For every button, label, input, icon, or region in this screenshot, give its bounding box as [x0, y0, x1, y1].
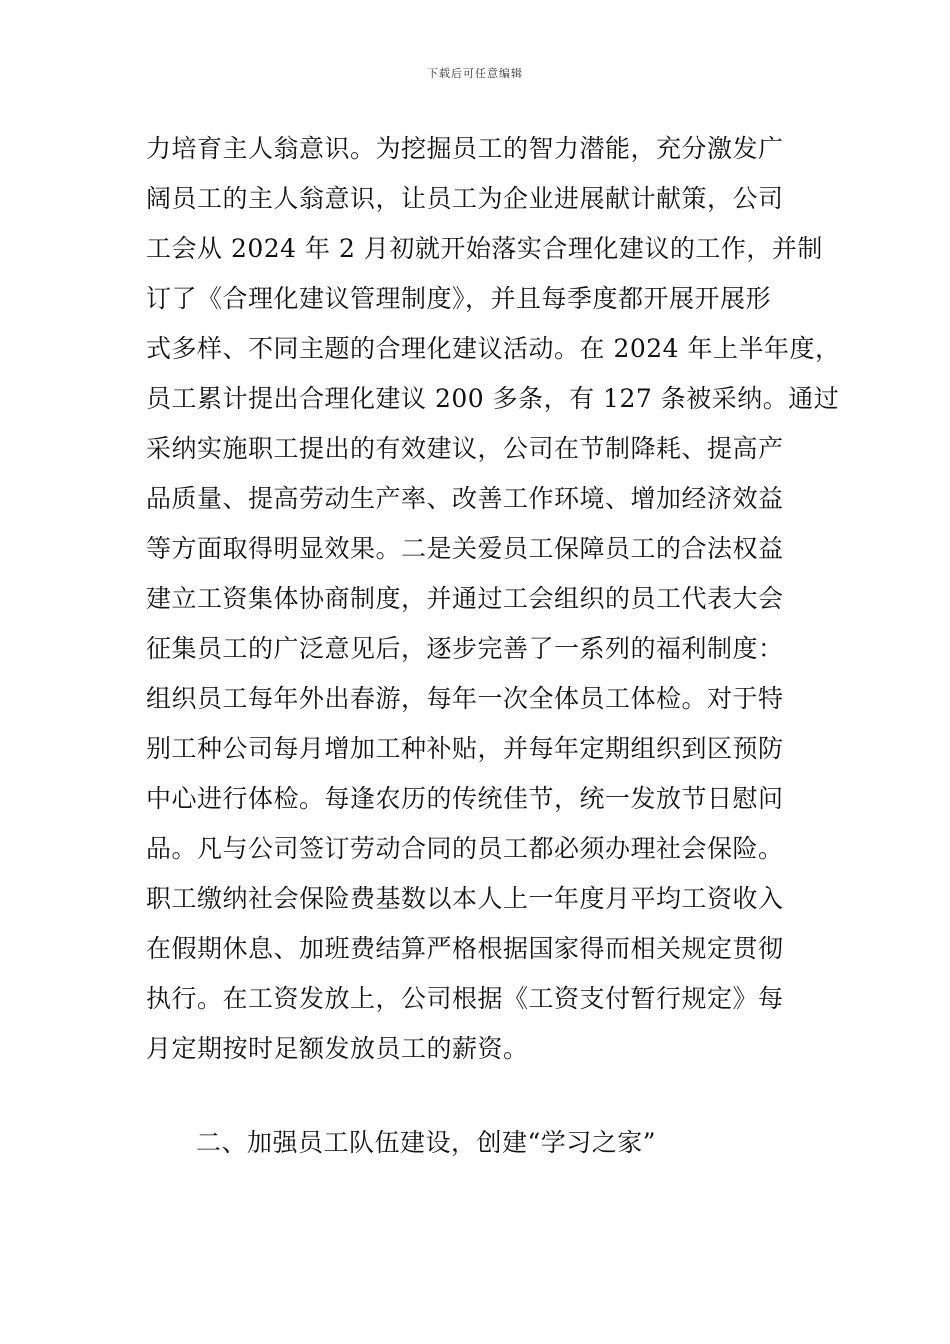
body-line: 征集员工的广泛意见后，逐步完善了一系列的福利制度： — [146, 634, 784, 663]
body-line: 建立工资集体协商制度，并通过工会组织的员工代表大会 — [146, 584, 784, 613]
body-line: 中心进行体检。每逢农历的传统佳节，统一发放节日慰问 — [146, 784, 784, 813]
body-line: 工会从 2024 年 2 月初就开始落实合理化建议的工作，并制 — [146, 234, 823, 263]
body-line: 执行。在工资发放上，公司根据《工资支付暂行规定》每 — [146, 984, 784, 1013]
body-line: 在假期休息、加班费结算严格根据国家得而相关规定贯彻 — [146, 934, 784, 963]
body-line: 品质量、提高劳动生产率、改善工作环境、增加经济效益 — [146, 484, 784, 513]
body-line: 等方面取得明显效果。二是关爱员工保障员工的合法权益 — [146, 534, 784, 563]
page-header-note: 下载后可任意编辑 — [427, 67, 523, 80]
body-paragraph — [146, 124, 841, 1074]
body-line: 职工缴纳社会保险费基数以本人上一年度月平均工资收入 — [146, 884, 784, 913]
body-line: 品。凡与公司签订劳动合同的员工都必须办理社会保险。 — [146, 834, 784, 863]
body-line: 别工种公司每月增加工种补贴，并每年定期组织到区预防 — [146, 734, 784, 763]
body-line: 组织员工每年外出春游，每年一次全体员工体检。对于特 — [146, 684, 784, 713]
body-line: 订了《合理化建议管理制度》，并且每季度都开展开展形 — [146, 284, 772, 313]
body-line: 阔员工的主人翁意识，让员工为企业进展献计献策，公司 — [146, 184, 784, 213]
section-heading: 二、加强员工队伍建设，创建“学习之家” — [196, 1128, 657, 1157]
body-line: 式多样、不同主题的合理化建议活动。在 2024 年上半年度， — [146, 334, 841, 363]
body-line: 采纳实施职工提出的有效建议，公司在节制降耗、提高产 — [146, 434, 784, 463]
body-line: 月定期按时足额发放员工的薪资。 — [146, 1034, 529, 1063]
body-line: 力培育主人翁意识。为挖掘员工的智力潜能，充分激发广 — [146, 134, 784, 163]
body-line: 员工累计提出合理化建议 200 多条，有 127 条被采纳。通过 — [146, 384, 840, 413]
